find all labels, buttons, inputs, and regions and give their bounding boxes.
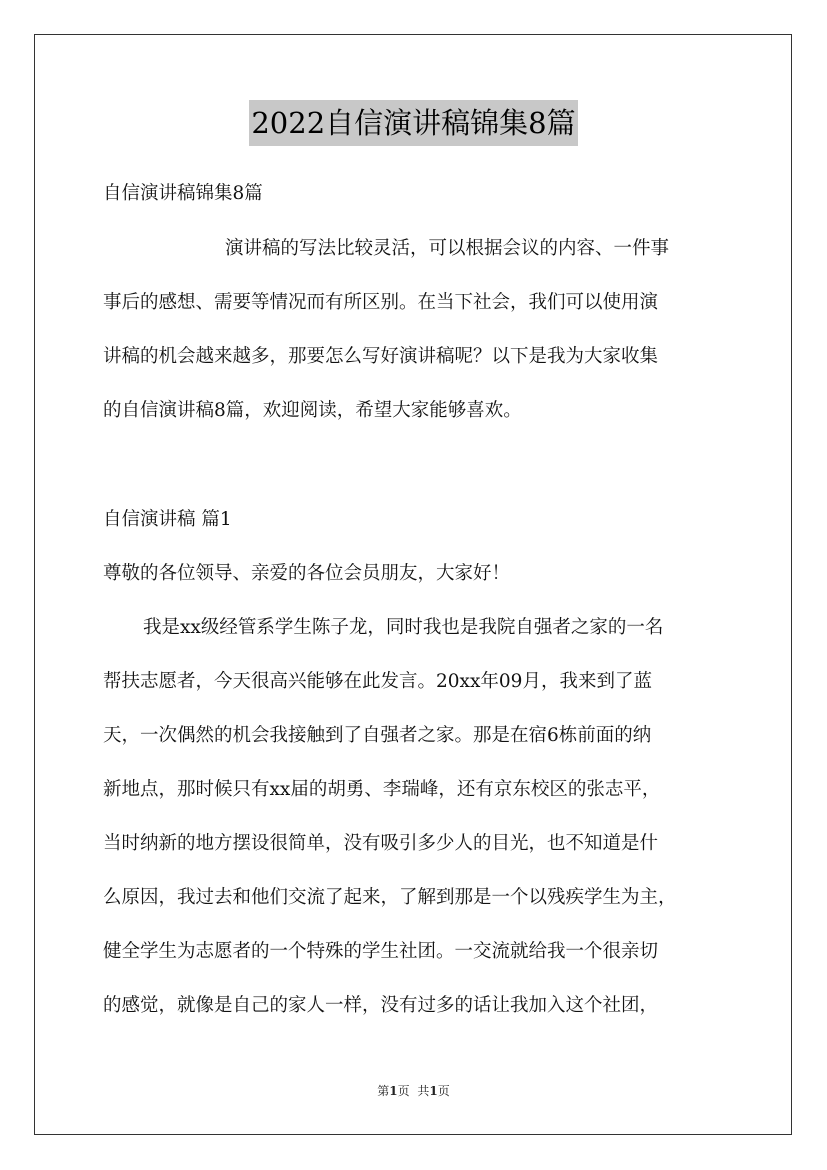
footer-page-prefix: 第 bbox=[377, 1084, 390, 1098]
page-footer bbox=[0, 1082, 827, 1099]
intro-line-1: 演讲稿的写法比较灵活，可以根据会议的内容、一件事 bbox=[225, 238, 670, 259]
section-heading: 自信演讲稿 篇1 bbox=[103, 509, 232, 530]
document-title: 2022自信演讲稿锦集8篇 bbox=[249, 100, 577, 146]
body-line-1: 我是xx级经管系学生陈子龙，同时我也是我院自强者之家的一名 bbox=[143, 617, 664, 638]
body-line-3: 天，一次偶然的机会我接触到了自强者之家。那是在宿6栋前面的纳 bbox=[103, 725, 652, 746]
body-line-2: 帮扶志愿者，今天很高兴能够在此发言。20xx年09月，我来到了蓝 bbox=[103, 671, 652, 692]
body-line-7: 健全学生为志愿者的一个特殊的学生社团。一交流就给我一个很亲切 bbox=[103, 941, 659, 962]
body-line-6: 么原因，我过去和他们交流了起来，了解到那是一个以残疾学生为主， bbox=[103, 887, 677, 908]
body-line-8: 的感觉，就像是自己的家人一样，没有过多的话让我加入这个社团， bbox=[103, 995, 659, 1016]
footer-page-suffix: 页 bbox=[397, 1084, 410, 1098]
greeting-line: 尊敬的各位领导、亲爱的各位会员朋友，大家好！ bbox=[103, 563, 511, 584]
intro-line-2: 事后的感想、需要等情况而有所区别。在当下社会，我们可以使用演 bbox=[103, 292, 659, 313]
footer-total-number: 1 bbox=[429, 1084, 438, 1098]
footer-page-number: 1 bbox=[389, 1084, 398, 1098]
intro-line-3: 讲稿的机会越来越多，那要怎么写好演讲稿呢？以下是我为大家收集 bbox=[103, 346, 659, 367]
title-container bbox=[0, 100, 827, 146]
intro-line-4: 的自信演讲稿8篇，欢迎阅读，希望大家能够喜欢。 bbox=[103, 400, 522, 421]
footer-total-prefix: 共 bbox=[417, 1084, 430, 1098]
body-line-5: 当时纳新的地方摆设很简单，没有吸引多少人的目光，也不知道是什 bbox=[103, 833, 659, 854]
footer-total-suffix: 页 bbox=[437, 1084, 450, 1098]
document-subtitle: 自信演讲稿锦集8篇 bbox=[103, 183, 263, 204]
body-line-4: 新地点，那时候只有xx届的胡勇、李瑞峰，还有京东校区的张志平， bbox=[103, 779, 661, 800]
